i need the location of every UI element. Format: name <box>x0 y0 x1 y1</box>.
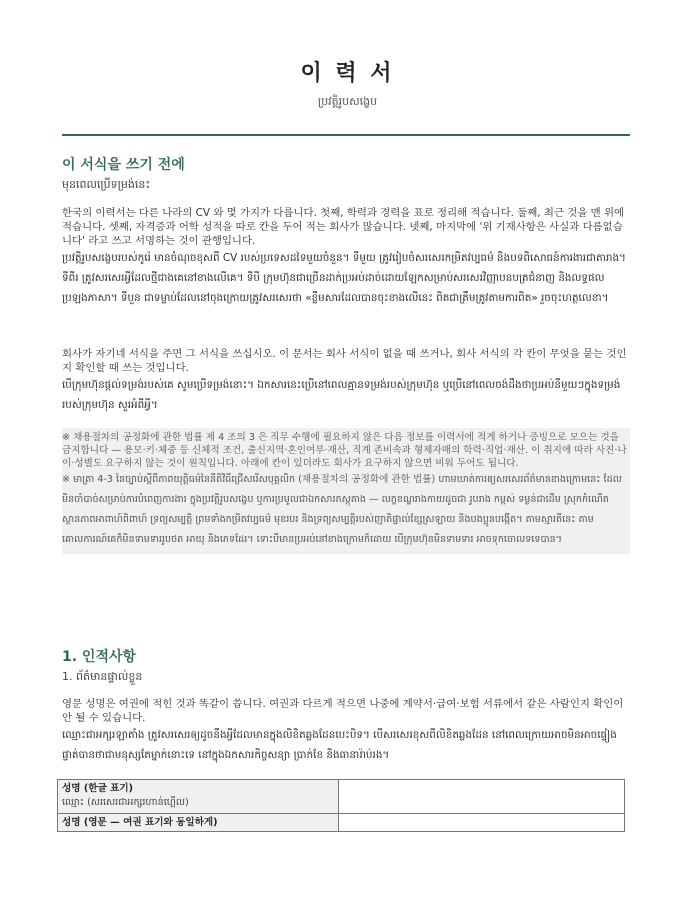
intro-section <box>62 156 630 192</box>
intro-para2-ko: 회사가 자기네 서식을 주면 그 서식을 쓰십시오. 이 문서는 회사 서식이 없을 때 쓰거나, 회사 서식의 각 칸이 무엇을 묻는 것인지 확인할 때 쓰는 것입니다. <box>62 348 627 374</box>
document-subtitle: ប្រវត្តិរូបសង្ខេប <box>317 95 378 108</box>
name-english-field[interactable] <box>339 814 625 832</box>
section1-para-ko: 영문 성명은 여권에 적힌 것과 똑같이 씁니다. 여권과 다르게 적으면 나중에 계약서·급여·보험 서류에서 같은 사람인지 확인이 안 될 수 있습니다. <box>62 698 624 724</box>
name-korean-field[interactable] <box>339 780 625 814</box>
personal-info-form <box>57 779 625 832</box>
document-header <box>0 56 695 111</box>
name-english-label: 성명 (영문 — 여권 표기와 동일하게) <box>62 817 218 828</box>
intro-para2-km: បើក្រុមហ៊ុនផ្តល់ទម្រង់របស់គេ សូមប្រើទម្រង់នោះ។ ឯកសារនេះប្រើនៅពេលគ្មានទម្រង់របស់ក្រុមហ៊ុន ឬប្រើនៅពេលចង់ដឹងថាប្រអប់នីមួយៗក្នុងទម្រង់របស់ក្រុមហ៊ុន សួរអំពីអ្វី។ <box>62 379 621 411</box>
section1-heading: 1. 인적사항 <box>62 649 137 665</box>
section-personal-info <box>62 648 630 684</box>
legal-notice <box>62 428 630 554</box>
form-row-name-english <box>58 814 625 832</box>
intro-paragraph-2 <box>62 347 630 415</box>
legal-notice-km: ※ មាត្រា 4-3 នៃច្បាប់ស្តីពីភាពយុត្តិធម៌នៃនីតិវិធីជ្រើសរើសបុគ្គលិក (채용절차의 공정화에 관한 법률) ហាមឃាត់ការឲ្យសរសេរព័ត៌មានខាងក្រោមនេះ ដែលមិនចាំបាច់សម្រាប់ការបំពេញការងារ ក្នុងប្រវត្តិរូបសង្ខេប ឬការប្រមូលជាឯកសារភស្តុតាង — លក្ខខណ្ឌរាងកាយដូចជា រូបរាង កម្ពស់ ទម្ងន់ជាដើម ស្រុកកំណើត ស្ថានភាពអាពាហ៍ពិពាហ៍ ទ្រព្យសម្បត្តិ ព្រមទាំងកម្រិតវប្បធម៌ មុខរបរ និងទ្រព្យសម្បត្តិរបស់ញាតិផ្ទាល់ខ្សែស្រឡាយ និងបងប្អូនបង្កើត។ តាមស្មារតីនេះ តាមគោលការណ៍គេក៏មិនទាមទាររូបថត អាយុ និងភេទដែរ។ ទោះបីមានប្រអប់នៅខាងក្រោមក៏ដោយ បើក្រុមហ៊ុនមិនទាមទារ អាចទុកចោលទទេបាន។ <box>62 474 622 545</box>
legal-notice-ko: ※ 채용절차의 공정화에 관한 법률 제 4 조의 3 은 직무 수행에 필요하지 않은 다음 정보를 이력서에 적게 하거나 증빙으로 모으는 것을 금지합니다 — 용모·키·체중 등 신체적 조건, 출신지역·혼인여부·재산, 직계 존비속과 형제자매의 학력·직업·재산. 이 취지에 따라 사진·나이·성별도 요구하지 않는 것이 원칙입니다. 아래에 칸이 있더라도 회사가 요구하지 않으면 비워 두어도 됩니다. <box>62 432 627 469</box>
intro-heading-sub: មុនពេលប្រើទម្រង់នេះ <box>62 178 151 191</box>
name-korean-label-km: ឈ្មោះ (សរសេរជាអក្សរហាន់ហ្គើល) <box>62 797 189 808</box>
intro-para1-ko: 한국의 이력서는 다른 나라의 CV 와 몇 가지가 다릅니다. 첫째, 학력과 경력을 표로 정리해 적습니다. 둘째, 최근 것을 맨 위에 적습니다. 셋째, 자격증과 어학 성적을 따로 칸을 두어 적는 회사가 많습니다. 넷째, 마지막에 '위 기재사항은 사실과 다름없습니다' 라고 쓰고 서명하는 것이 관행입니다. <box>62 207 625 247</box>
intro-para1-km: ប្រវត្តិរូបសង្ខេបរបស់កូរ៉េ មានចំណុចខុសពី CV របស់ប្រទេសដទៃមួយចំនួន។ ទីមួយ ត្រូវរៀបចំសរសេរកម្រិតវប្បធម៌ និងបទពិសោធន៍ការងារជាតារាង។ ទីពីរ ត្រូវសរសេរអ្វីដែលថ្មីជាងគេនៅខាងលើគេ។ ទីបី ក្រុមហ៊ុនជាច្រើនដាក់ប្រអប់ដាច់ដោយឡែកសម្រាប់សរសេរវិញ្ញាបនបត្រជំនាញ និងលទ្ធផលប្រឡងភាសា។ ទីបួន ជាទម្លាប់ដែលនៅចុងក្រោយត្រូវសរសេរថា «ខ្លឹមសារដែលបានចុះខាងលើនេះ ពិតជាត្រឹមត្រូវតាមការពិត» រួចចុះហត្ថលេខា។ <box>62 252 626 304</box>
name-korean-label: 성명 (한글 표기) <box>62 783 134 794</box>
section1-heading-sub: 1. ព័ត៌មានផ្ទាល់ខ្លួន <box>62 670 143 683</box>
intro-heading: 이 서식을 쓰기 전에 <box>62 157 185 173</box>
form-label-cell <box>58 814 339 832</box>
form-label-cell <box>58 780 339 814</box>
document-title: 이 력 서 <box>300 61 395 86</box>
intro-paragraph-1 <box>62 206 630 308</box>
header-divider <box>62 134 630 136</box>
section1-paragraph <box>62 697 630 765</box>
section1-para-km: ឈ្មោះជាអក្សរឡាតាំង ត្រូវសរសេរឲ្យដូចនឹងអ្វីដែលមានក្នុងលិខិតឆ្លងដែនបេះបិទ។ បើសរសេរខុសពីលិខិតឆ្លងដែន នៅពេលក្រោយអាចមិនអាចផ្ទៀងផ្ទាត់បានថាជាមនុស្សតែម្នាក់នោះទេ នៅក្នុងឯកសារកិច្ចសន្យា ប្រាក់ខែ និងធានារ៉ាប់រង។ <box>62 729 617 761</box>
form-row-name-korean <box>58 780 625 814</box>
